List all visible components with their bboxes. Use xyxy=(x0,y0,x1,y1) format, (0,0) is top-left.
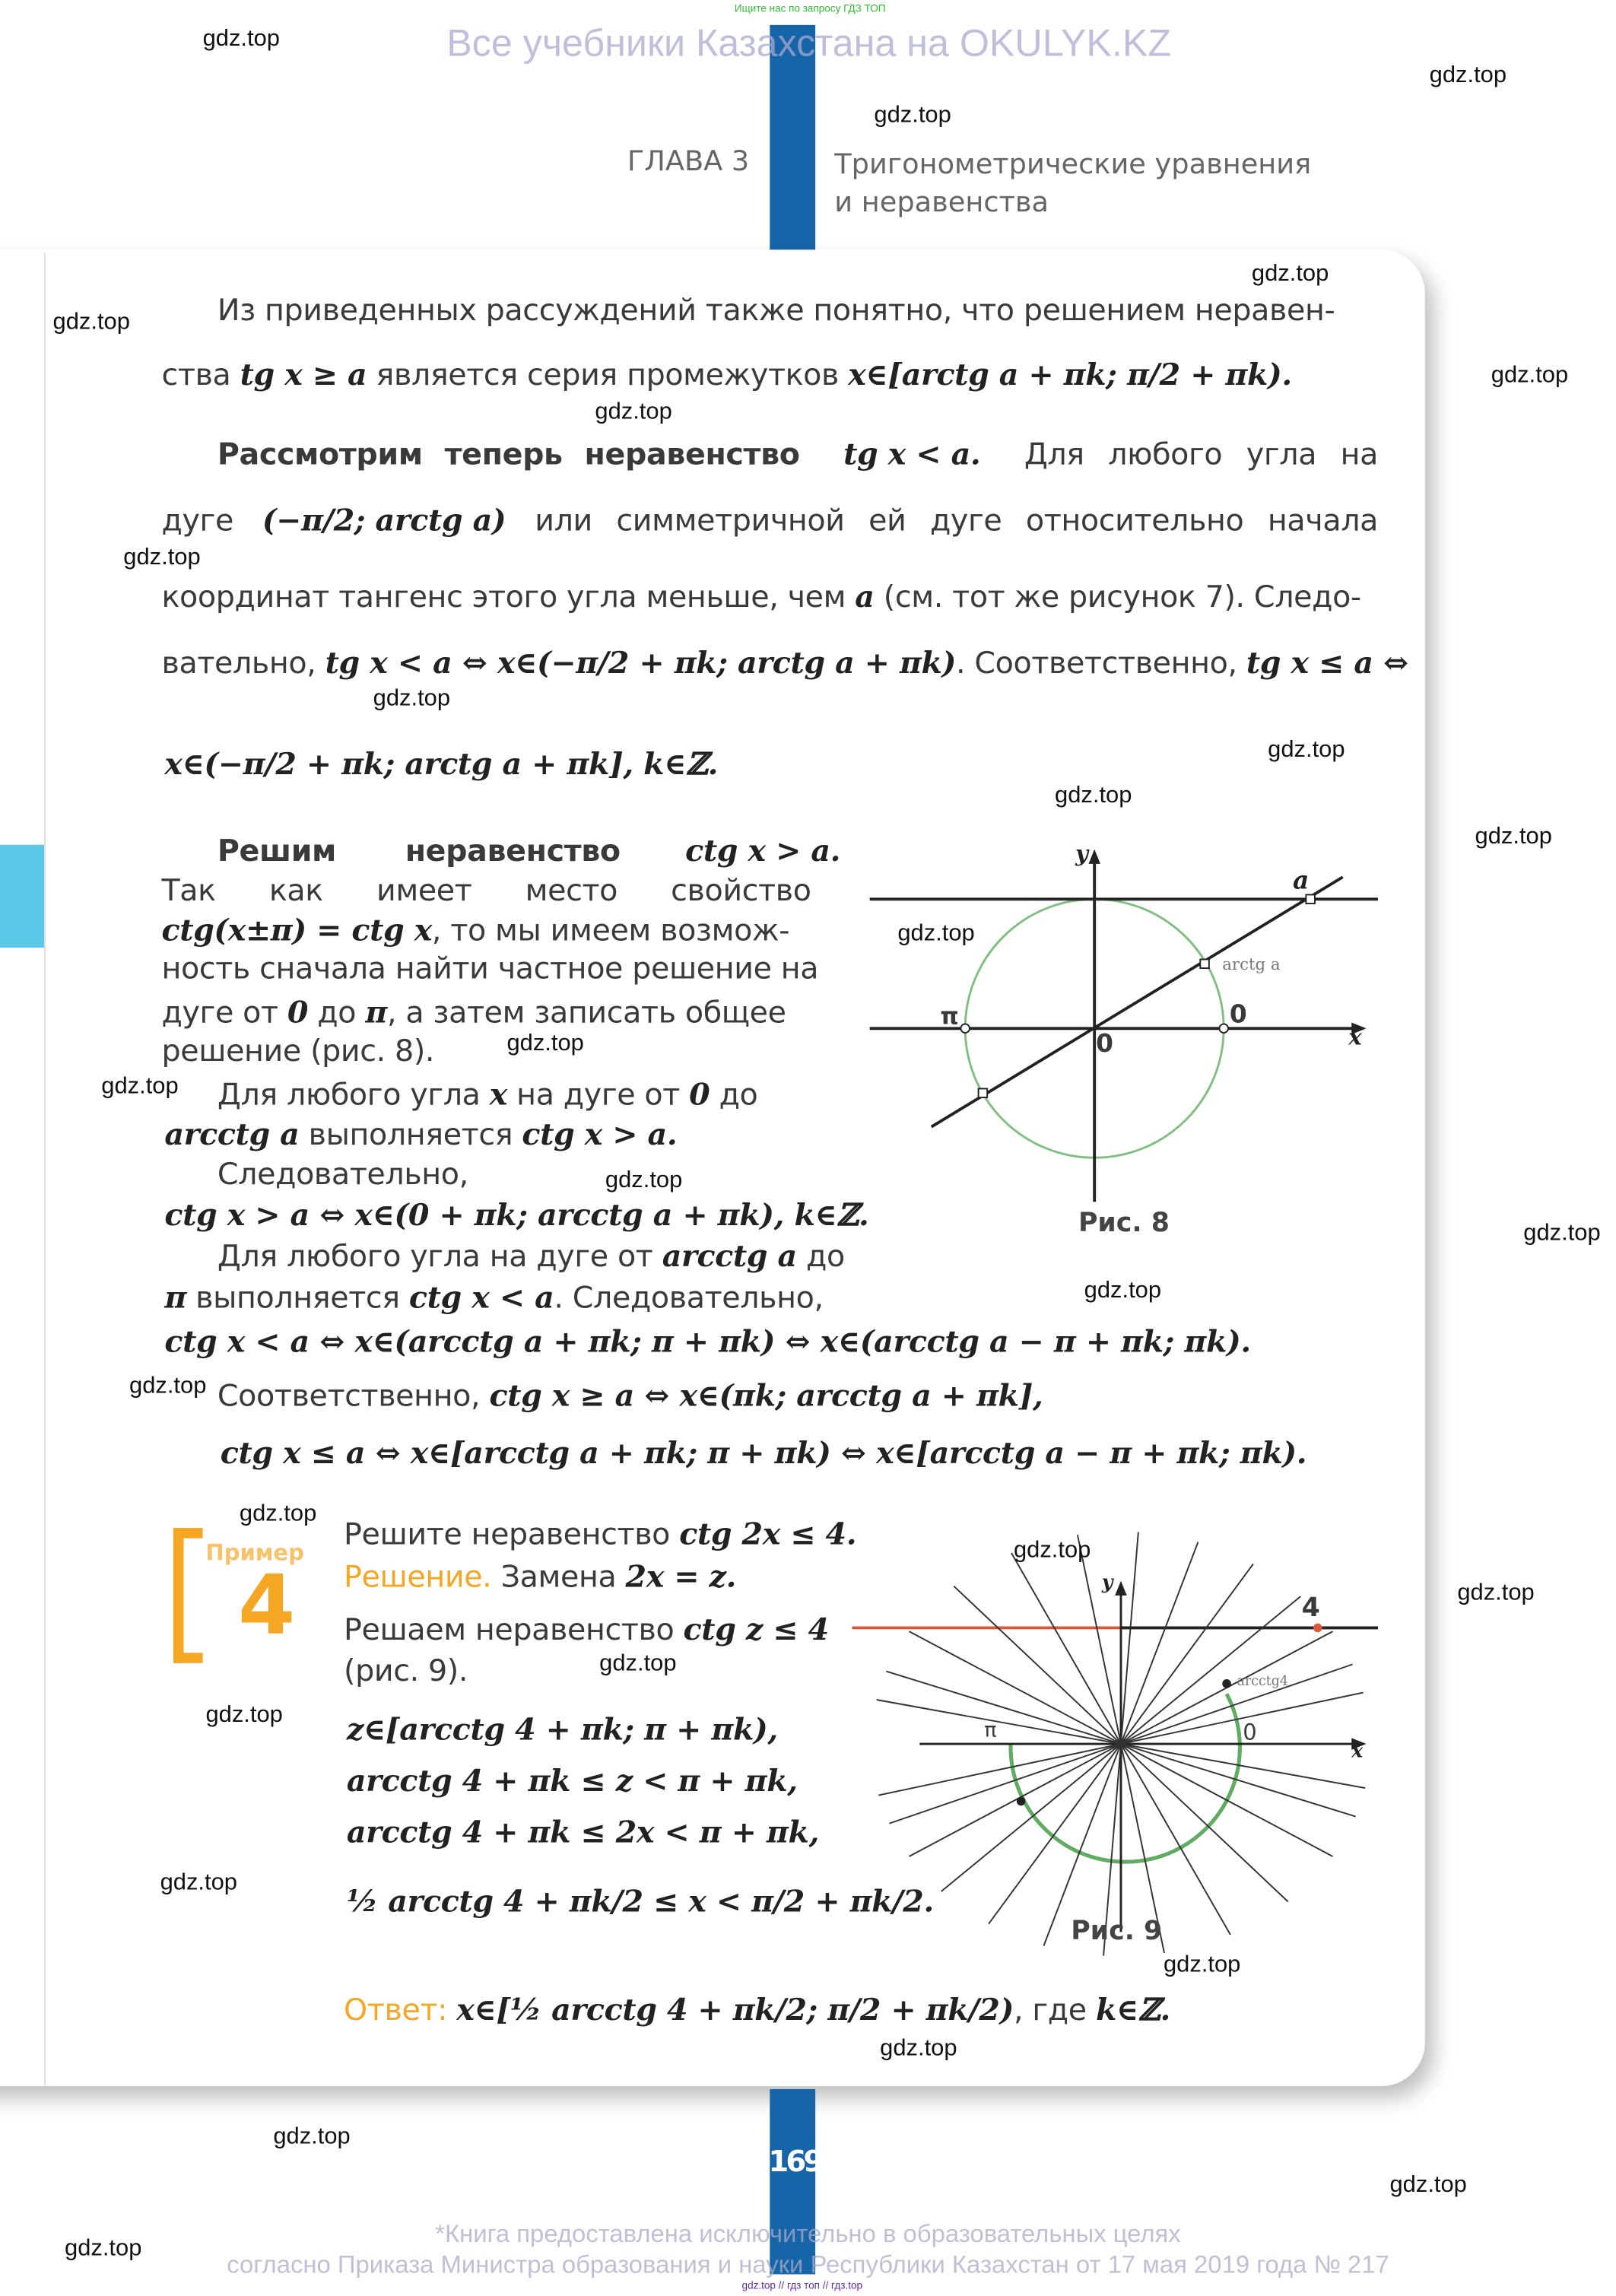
text: , где xyxy=(1013,1992,1096,2028)
text: Замена xyxy=(491,1558,626,1595)
watermark: gdz.top xyxy=(52,310,130,335)
text: Для любого угла на xyxy=(1024,436,1378,472)
fig8-zero-label: 0 xyxy=(1229,1000,1247,1031)
formula: ctg x > a. xyxy=(522,1116,678,1152)
watermark: gdz.top xyxy=(101,1074,179,1099)
fig8-x-label: x xyxy=(1348,1024,1362,1051)
chapter-title-line1: Тригонометрические уравнения xyxy=(834,148,1312,181)
solution-label: Решение. xyxy=(344,1558,492,1595)
text: Рассмотрим теперь неравенство xyxy=(217,436,800,472)
formula-line: arcctg 4 + πk ≤ z < π + πk, xyxy=(346,1763,798,1799)
formula: x∈[½ arcctg 4 + πk/2; π/2 + πk/2) xyxy=(456,1992,1014,2028)
watermark: gdz.top xyxy=(874,103,951,129)
text: , то мы имеем возмож- xyxy=(431,912,790,948)
formula-line: arcctg 4 + πk ≤ 2x < π + πk, xyxy=(346,1814,819,1850)
y-axis-arrow-icon xyxy=(1115,1581,1126,1596)
footer-links[interactable]: gdz.top // гдз топ // гдз.top xyxy=(741,2282,863,2292)
text: Для любого угла xyxy=(217,1077,490,1113)
watermark: gdz.top xyxy=(202,26,280,52)
formula: (−π/2; arctg a) xyxy=(262,502,506,538)
text: Соответственно, xyxy=(217,1378,490,1414)
fig8-origin-label: 0 xyxy=(1096,1030,1114,1059)
watermark: gdz.top xyxy=(605,1167,683,1193)
text: дуге от xyxy=(161,994,287,1031)
watermark: gdz.top xyxy=(129,1373,207,1399)
text: . Соответственно, xyxy=(955,645,1246,681)
formula: tg x < a ⇔ x∈(−π/2 + πk; arctg a + πk) xyxy=(325,645,956,681)
ray-line xyxy=(932,877,1343,1126)
chapter-label: ГЛАВА 3 xyxy=(627,145,750,178)
footer-note-line2: согласно Приказа Министра образования и науки Республики Казахстан от 17 мая 2019 года № 217 xyxy=(227,2250,1389,2279)
text: (см. тот же рисунок 7). Следо- xyxy=(874,579,1361,614)
watermark: gdz.top xyxy=(1523,1221,1601,1246)
watermark: gdz.top xyxy=(1475,824,1552,849)
site-banner: Все учебники Казахстана на OKULYK.KZ xyxy=(446,21,1172,65)
text: вательно, xyxy=(161,645,325,681)
text-line xyxy=(344,1612,829,1647)
text: является серия промежутков xyxy=(367,357,849,392)
text-line: Так как имеет место свойство xyxy=(161,872,811,908)
text: Решите неравенство xyxy=(344,1516,680,1551)
search-hint: Ищите нас по запросу ГДЗ ТОП xyxy=(734,4,886,15)
formula: x∈[arctg a + πk; π/2 + πk). xyxy=(848,357,1292,392)
fig8-pi-label: π xyxy=(940,1002,959,1031)
watermark: gdz.top xyxy=(1055,783,1132,808)
text-line: решение (рис. 8). xyxy=(161,1033,435,1069)
formula: k∈ℤ. xyxy=(1095,1992,1170,2028)
chapter-title-line2: и неравенства xyxy=(834,186,1049,219)
formula: tg x ≤ a ⇔ xyxy=(1246,645,1408,681)
formula: ctg x < a xyxy=(408,1279,554,1315)
watermark: gdz.top xyxy=(506,1031,584,1056)
text-line: Из приведенных рассуждений также понятно, что решением нерaвен- xyxy=(217,292,1335,328)
text: до xyxy=(710,1077,758,1113)
point-opposite xyxy=(979,1088,988,1097)
y-axis-arrow-icon xyxy=(1088,849,1100,864)
watermark: gdz.top xyxy=(373,686,451,711)
watermark: gdz.top xyxy=(1457,1580,1535,1606)
formula: x xyxy=(489,1077,507,1113)
watermark: gdz.top xyxy=(880,2036,957,2062)
text: Решаем неравенство xyxy=(344,1612,684,1647)
formula: π xyxy=(365,994,387,1031)
formula: ctg 2x ≤ 4. xyxy=(679,1516,857,1551)
fig9-y-label: y xyxy=(1101,1572,1113,1595)
formula: 0 xyxy=(287,994,309,1031)
watermark: gdz.top xyxy=(273,2124,351,2150)
formula: ctg x > a. xyxy=(685,833,840,869)
watermark: gdz.top xyxy=(1013,1538,1091,1564)
fig9-four-label: 4 xyxy=(1301,1593,1320,1624)
formula: ctg(x±π) = ctg x xyxy=(161,912,432,948)
text: Решим неравенство xyxy=(217,833,621,869)
formula: a xyxy=(855,579,875,614)
watermark: gdz.top xyxy=(64,2236,142,2262)
text: на дуге от xyxy=(506,1077,690,1113)
text: ства xyxy=(161,357,240,392)
text: дуге xyxy=(161,502,233,538)
point-pi xyxy=(960,1024,970,1033)
fig8-y-label: y xyxy=(1075,840,1088,867)
formula: arcctg a xyxy=(662,1238,797,1274)
formula: tg x < a. xyxy=(843,436,981,472)
watermark: gdz.top xyxy=(123,545,201,570)
arc-solution xyxy=(1011,1694,1240,1862)
fig9-zero-label: 0 xyxy=(1243,1719,1257,1745)
formula-line: ½ arcctg 4 + πk/2 ≤ x < π/2 + πk/2. xyxy=(346,1883,934,1919)
formula: arcctg a xyxy=(164,1116,300,1152)
watermark: gdz.top xyxy=(1429,63,1507,88)
solution-line xyxy=(344,1559,736,1594)
formula-line: ctg x < a ⇔ x∈(arcctg a + πk; π + πk) ⇔ x∈(arcctg a − π + πk; πk). xyxy=(164,1323,1251,1359)
text: координат тангенс этого угла меньше, чем xyxy=(161,579,856,614)
footer-note xyxy=(0,2218,1616,2280)
text: выполняется xyxy=(186,1279,409,1315)
formula: 0 xyxy=(689,1077,710,1113)
answer-line xyxy=(344,1993,1170,2028)
formula-line: ctg x ≤ a ⇔ x∈[arcctg a + πk; π + πk) ⇔ x∈[arcctg a − π + πk; πk). xyxy=(220,1435,1307,1471)
text-line: Следовательно, xyxy=(217,1156,468,1192)
formula-line: ctg x > a ⇔ x∈(0 + πk; arcctg a + πk), k∈ℤ. xyxy=(164,1197,869,1233)
fig9-arcctg-label: arcctg4 xyxy=(1237,1675,1288,1690)
watermark: gdz.top xyxy=(1389,2173,1467,2198)
text: Для любого угла на дуге от xyxy=(217,1238,662,1274)
arc-rest xyxy=(1011,1694,1240,1862)
point-arcctg xyxy=(1222,1679,1231,1688)
point-arctg xyxy=(1200,959,1209,968)
formula: π xyxy=(164,1279,186,1315)
fig9-x-label: x xyxy=(1351,1741,1364,1764)
example-badge-number: 4 xyxy=(237,1558,296,1655)
point-zero xyxy=(1219,1024,1228,1033)
watermark: gdz.top xyxy=(160,1870,237,1896)
example-bracket xyxy=(173,1528,203,1663)
text: . Следовательно, xyxy=(554,1279,824,1315)
watermark: gdz.top xyxy=(1491,363,1569,388)
answer-label: Ответ: xyxy=(344,1992,448,2028)
formula-line: x∈(−π/2 + πk; arctg a + πk], k∈ℤ. xyxy=(164,746,719,782)
point-opposite xyxy=(1017,1797,1026,1806)
watermark: gdz.top xyxy=(1268,737,1345,763)
watermark: gdz.top xyxy=(1251,261,1329,287)
watermark: gdz.top xyxy=(599,1651,677,1677)
fig9-caption: Рис. 9 xyxy=(1071,1916,1163,1947)
watermark: gdz.top xyxy=(239,1501,317,1527)
formula-line: z∈[arcctg 4 + πk; π + πk), xyxy=(346,1711,778,1747)
text: выполняется xyxy=(299,1116,522,1152)
watermark: gdz.top xyxy=(595,399,672,425)
formula: 2x = z. xyxy=(625,1558,737,1595)
fig8-arctg-label: arctg a xyxy=(1222,954,1281,974)
fig8-a-label: a xyxy=(1292,866,1310,897)
text: или симметричной ей дуге относительно начала xyxy=(535,502,1379,538)
formula: tg x ≥ a xyxy=(240,357,367,392)
watermark: gdz.top xyxy=(1163,1952,1241,1978)
footer-note-line1: *Книга предоставлена исключительно в образовательных целях xyxy=(435,2219,1181,2248)
example-badge-word: Пример xyxy=(205,1539,304,1567)
formula: ctg z ≤ 4 xyxy=(683,1612,829,1647)
page-number: 169 xyxy=(768,2143,821,2179)
fig8-caption: Рис. 8 xyxy=(1078,1207,1170,1239)
point-four xyxy=(1313,1624,1322,1633)
watermark: gdz.top xyxy=(1084,1278,1162,1304)
fig9-pi-label: π xyxy=(984,1719,997,1743)
watermark: gdz.top xyxy=(897,921,975,947)
formula: ctg x ≥ a ⇔ x∈(πk; arcctg a + πk], xyxy=(489,1378,1043,1414)
text-line: (рис. 9). xyxy=(344,1653,468,1688)
task-line xyxy=(344,1516,856,1551)
text: до xyxy=(796,1238,845,1274)
watermark: gdz.top xyxy=(205,1702,283,1728)
text-line: ность сначала найти частное решение на xyxy=(161,950,819,986)
text: , а затем записать общее xyxy=(386,994,786,1031)
text: до xyxy=(308,994,366,1031)
